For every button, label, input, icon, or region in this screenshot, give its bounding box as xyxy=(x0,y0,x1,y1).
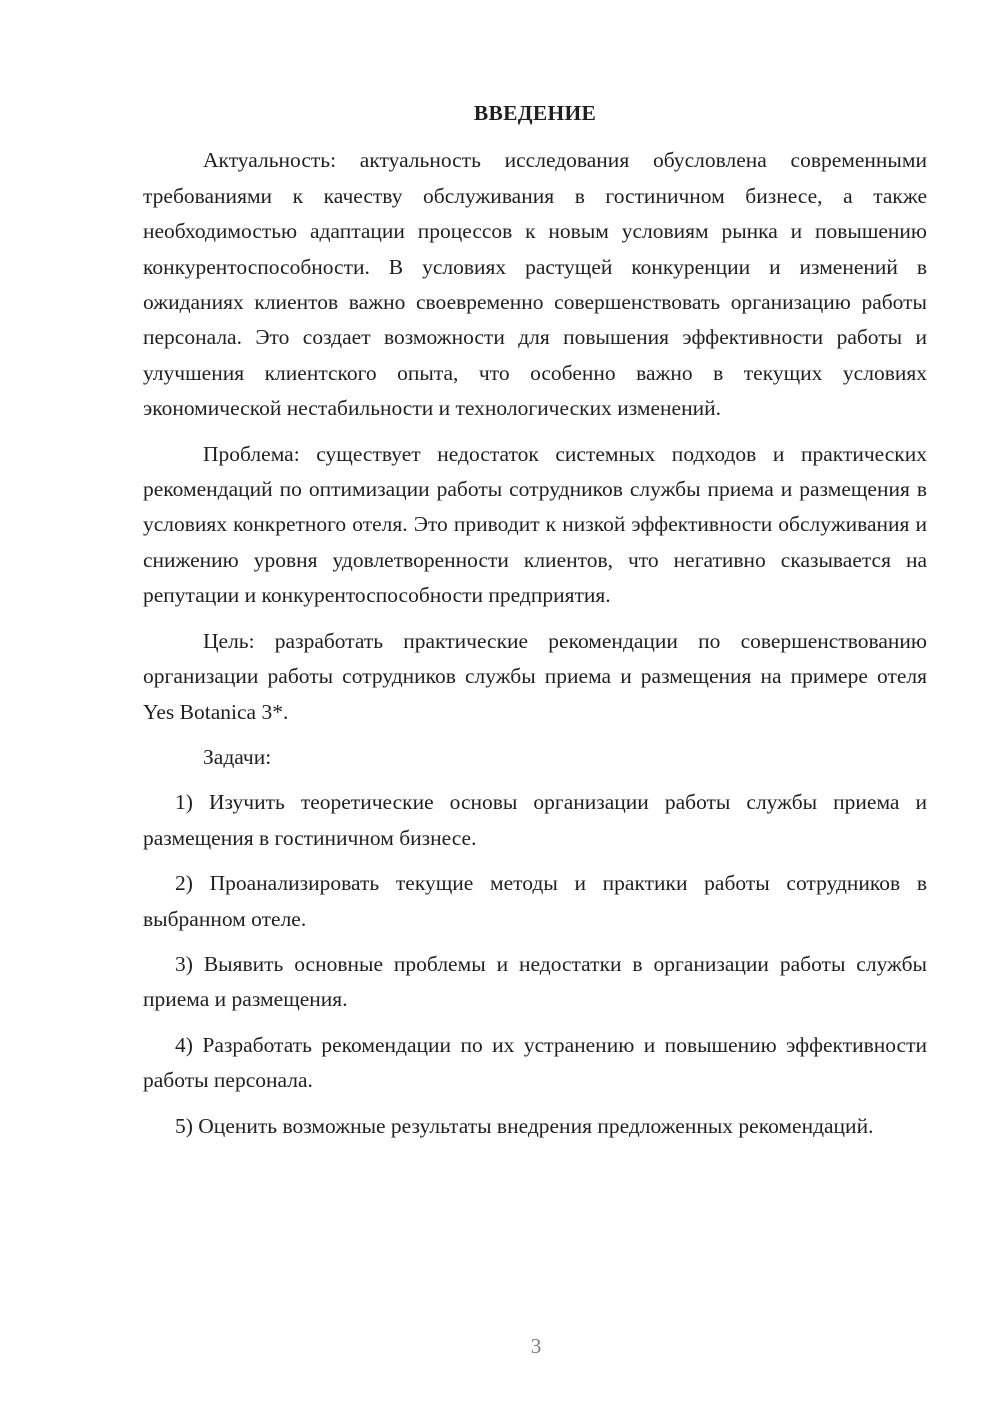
task-item-5: 5) Оценить возможные результаты внедрения предложенных рекомендаций. xyxy=(175,1113,874,1138)
task-item-3: 3) Выявить основные проблемы и недостатки в организации работы службы приема и размещения. xyxy=(143,951,927,1012)
section-heading: ВВЕДЕНИЕ xyxy=(473,101,597,125)
paragraph-relevance: Актуальность: актуальность исследования обусловлена современными требованиями к качеству обслуживания в гостиничном бизнесе, а также необходимостью адаптации процессов к новым условиям рынка и повышению конкурентоспособности. В условиях растущей конкуренции и изменений в ожиданиях клиентов важно своевременно совершенствовать организацию работы персонала. Это создает возможности для повышения эффективности работы и улучшения клиентского опыта, что особенно важно в текущих условиях экономической нестабильности и технологических изменений. xyxy=(143,148,927,421)
paragraph-problem: Проблема: существует недостаток системных подходов и практических рекомендаций по оптимизации работы сотрудников службы приема и размещения в условиях конкретного отеля. Это приводит к низкой эффективности обслуживания и снижению уровня удовлетворенности клиентов, что негативно сказывается на репутации и конкурентоспособности предприятия. xyxy=(143,441,927,608)
task-item-1: 1) Изучить теоретические основы организации работы службы приема и размещения в гостиничном бизнесе. xyxy=(143,790,927,850)
page-number: 3 xyxy=(530,1334,542,1358)
task-item-2: 2) Проанализировать текущие методы и практики работы сотрудников в выбранном отеле. xyxy=(143,871,927,931)
document-body xyxy=(143,96,927,1154)
task-item-4: 4) Разработать рекомендации по их устранению и повышению эффективности работы персонала. xyxy=(143,1032,927,1093)
tasks-label: Задачи: xyxy=(203,744,272,769)
paragraph-goal: Цель: разработать практические рекомендации по совершенствованию организации работы сотрудников службы приема и размещения на примере отеля Yes Botanica 3*. xyxy=(143,628,927,724)
